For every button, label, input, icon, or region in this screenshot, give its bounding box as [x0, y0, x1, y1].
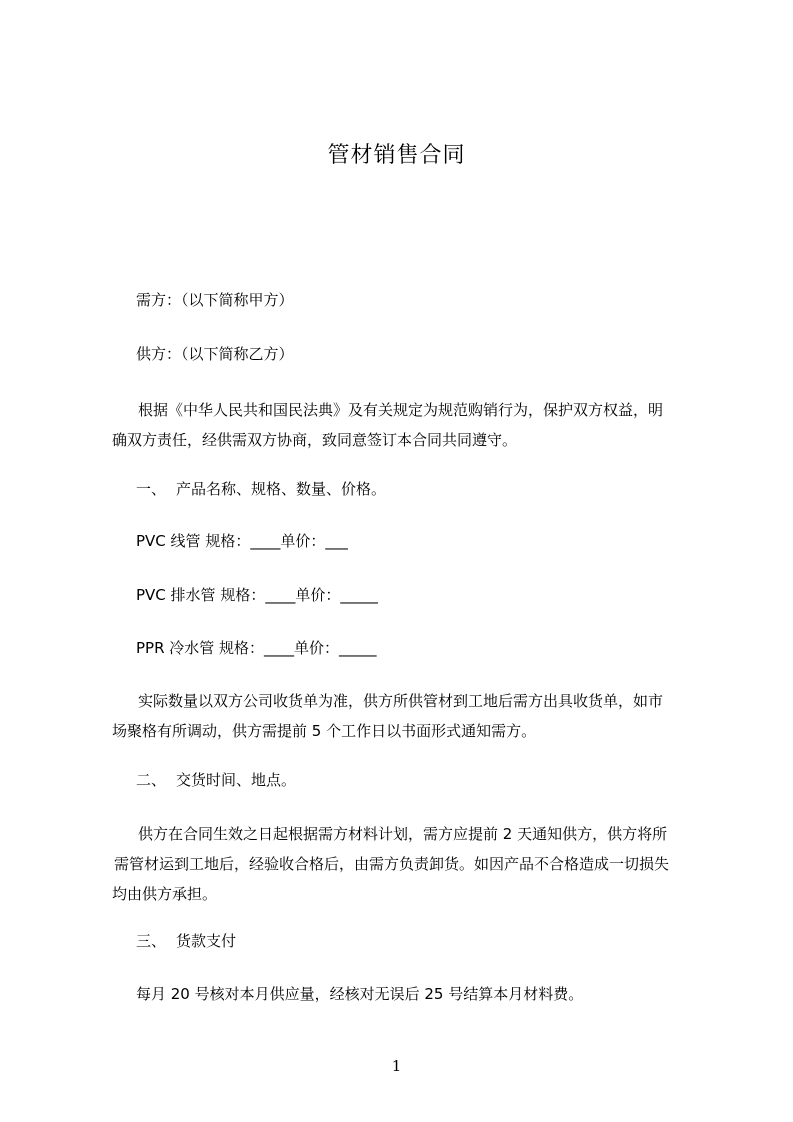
section-1-title: 产品名称、规格、数量、价格。: [176, 480, 387, 498]
intro-line-1: 根据《中华人民共和国民法典》及有关规定为规范购销行为，保护双方权益，明: [138, 401, 664, 419]
delivery-note-paragraph: [112, 819, 702, 909]
section-3-heading: [136, 931, 236, 951]
section-1-heading: [136, 479, 386, 499]
section-1-number: 一、: [136, 480, 167, 498]
intro-line-2: 确双方责任，经供需双方协商，致同意签订本合同共同遵守。: [112, 431, 518, 449]
section-3-number: 三、: [136, 932, 167, 950]
product-line-pvc-drain: PVC 排水管 规格：____单价：_____: [136, 586, 378, 604]
seller-line: 供方：（以下简称乙方）: [136, 345, 294, 363]
page-number: 1: [391, 1057, 402, 1075]
section-2-number: 二、: [136, 771, 167, 789]
product-line-ppr-cold-water: PPR 冷水管 规格：____单价：_____: [136, 639, 377, 657]
document-title: 管材销售合同: [327, 143, 466, 168]
quantity-note-line-1: 实际数量以双方公司收货单为准，供方所供管材到工地后需方出具收货单，如市: [138, 692, 664, 710]
buyer-line: 需方：（以下简称甲方）: [136, 291, 294, 309]
quantity-note-line-2: 场聚格有所调动，供方需提前 5 个工作日以书面形式通知需方。: [112, 722, 537, 740]
delivery-note-line-2: 需管材运到工地后，经验收合格后，由需方负责卸货。如因产品不合格造成一切损失: [114, 855, 670, 873]
section-3-title: 货款支付: [176, 932, 237, 950]
section-2-heading: [136, 770, 296, 790]
section-2-title: 交货时间、地点。: [176, 771, 297, 789]
product-line-pvc-conduit: PVC 线管 规格：____单价：___: [136, 532, 348, 550]
delivery-note-line-1: 供方在合同生效之日起根据需方材料计划，需方应提前 2 天通知供方，供方将所: [138, 825, 668, 843]
quantity-note-paragraph: [112, 686, 702, 746]
payment-note-line: 每月 20 号核对本月供应量，经核对无误后 25 号结算本月材料费。: [136, 985, 584, 1003]
intro-paragraph: [112, 395, 702, 455]
delivery-note-line-3: 均由供方承担。: [112, 885, 218, 903]
